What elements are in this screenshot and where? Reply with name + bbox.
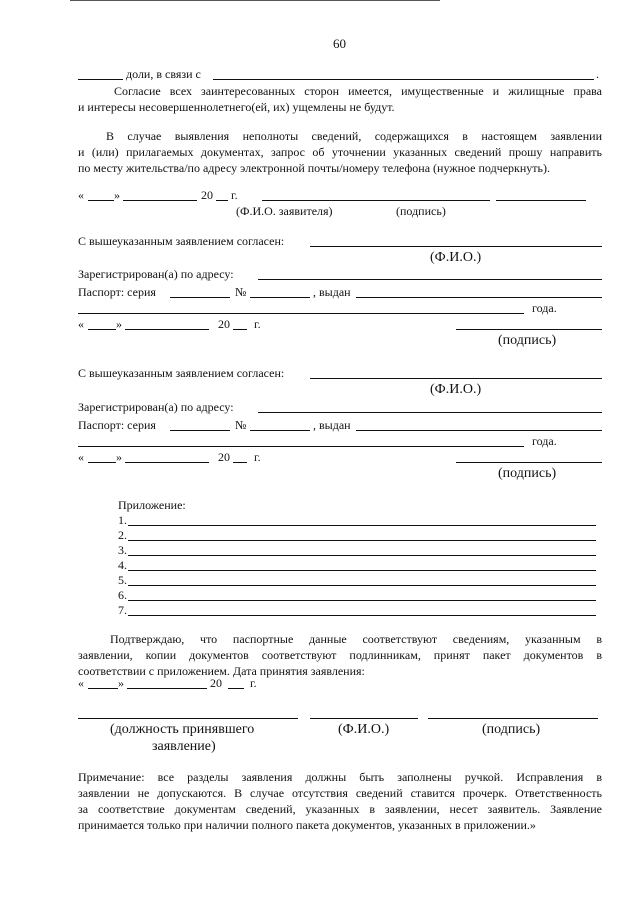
- consenter-2-date-year-blank[interactable]: [233, 462, 247, 463]
- attachment-blank-1[interactable]: [128, 525, 596, 526]
- note-line-2: заявлении не допускаются. В случае отсутствия сведений ставится прочерк. Ответственность: [78, 786, 602, 800]
- consenter-2-date-year-prefix: 20: [218, 450, 230, 464]
- consenter-1-issued-blank[interactable]: [356, 297, 602, 298]
- consenter-2-passport-label: Паспорт: серия: [78, 418, 156, 432]
- note-line-4: принимается только при наличии полного пакета документов, указанных в приложении.»: [78, 818, 536, 832]
- consenter-1-registered-label: Зарегистрирован(а) по адресу:: [78, 267, 234, 281]
- request-line-3: по месту жительства/по адресу электронной почты/номеру телефона (нужное подчеркнуть).: [78, 161, 551, 175]
- consenter-1-date-close-quote: »: [116, 317, 122, 331]
- consenter-1-series-blank[interactable]: [170, 297, 230, 298]
- share-blank[interactable]: [78, 79, 123, 80]
- applicant-signature-caption: (подпись): [396, 204, 446, 218]
- consenter-1-fio-blank[interactable]: [310, 246, 602, 247]
- consent-line-2: и интересы несовершеннолетнего(ей, их) ущемлены не будут.: [78, 100, 395, 114]
- note-line-1: Примечание: все разделы заявления должны быть заполнены ручкой. Исправления в: [78, 770, 602, 784]
- consenter-2-number-blank[interactable]: [250, 430, 310, 431]
- consenter-2-series-blank[interactable]: [170, 430, 230, 431]
- consenter-1-number-blank[interactable]: [250, 297, 310, 298]
- request-line-2: и (или) прилагаемых документах, запрос об уточнении указанных сведений прошу направить: [78, 145, 602, 159]
- consenter-1-date-open-quote: «: [78, 317, 84, 331]
- consenter-1-number-label: №: [235, 285, 247, 299]
- accept-date-open-quote: «: [78, 676, 84, 690]
- attachments-title: Приложение:: [118, 498, 186, 512]
- date-year-suffix: г.: [231, 188, 238, 202]
- consenter-1-date-month-blank[interactable]: [125, 329, 209, 330]
- attachment-number: 6.: [118, 588, 127, 602]
- acceptor-position-caption: (должность принявшего: [110, 722, 255, 737]
- applicant-fio-blank[interactable]: [262, 200, 490, 201]
- consenter-2-signature-blank[interactable]: [456, 462, 602, 463]
- consenter-1-address-blank[interactable]: [258, 279, 602, 280]
- attachment-number: 5.: [118, 573, 127, 587]
- consenter-2-date-month-blank[interactable]: [125, 462, 209, 463]
- consenter-1-signature-caption: (подпись): [498, 333, 557, 348]
- accept-date-year-suffix: г.: [250, 676, 257, 690]
- attachment-number: 7.: [118, 603, 127, 617]
- date-close-quote: »: [114, 188, 120, 202]
- accept-date-month-blank[interactable]: [127, 688, 207, 689]
- consenter-1-issued-continuation-blank[interactable]: [78, 313, 524, 314]
- consenter-1-date-year-prefix: 20: [218, 317, 230, 331]
- attachment-number: 1.: [118, 513, 127, 527]
- date-year-blank[interactable]: [216, 200, 228, 201]
- accept-date-close-quote: »: [118, 676, 124, 690]
- confirm-line-2: заявлении, копии документов соответствуют подлинникам, принят пакет документов в: [78, 648, 602, 662]
- consenter-2-date-year-suffix: г.: [254, 450, 261, 464]
- consenter-2-year-label: года.: [532, 434, 557, 448]
- attachment-number: 3.: [118, 543, 127, 557]
- date-year-prefix: 20: [201, 188, 213, 202]
- consenter-2-fio-caption: (Ф.И.О.): [430, 382, 482, 397]
- reason-blank[interactable]: [213, 79, 594, 80]
- consenter-2-date-day-blank[interactable]: [88, 462, 116, 463]
- confirm-line-3: соответствии с приложением. Дата принятия заявления:: [78, 664, 365, 678]
- acceptor-position-caption-cont: заявление): [152, 739, 216, 754]
- acceptor-fio-blank[interactable]: [310, 718, 418, 719]
- consenter-1-fio-caption: (Ф.И.О.): [430, 250, 482, 265]
- consenter-2-number-label: №: [235, 418, 247, 432]
- accept-date-day-blank[interactable]: [88, 688, 118, 689]
- acceptor-fio-caption: (Ф.И.О.): [338, 722, 390, 737]
- page-number: 60: [333, 36, 346, 51]
- attachment-blank-5[interactable]: [128, 585, 596, 586]
- attachment-blank-2[interactable]: [128, 540, 596, 541]
- consent-line-1: Согласие всех заинтересованных сторон имеется, имущественные и жилищные права: [114, 84, 602, 98]
- acceptor-signature-caption: (подпись): [482, 722, 541, 737]
- consenter-2-signature-caption: (подпись): [498, 466, 557, 481]
- date-day-blank[interactable]: [88, 200, 114, 201]
- consenter-2-issued-blank[interactable]: [356, 430, 602, 431]
- share-reason-label: доли, в связи с: [126, 67, 201, 81]
- consenter-2-agree-label: С вышеуказанным заявлением согласен:: [78, 366, 285, 380]
- consenter-2-address-blank[interactable]: [258, 412, 602, 413]
- acceptor-position-blank[interactable]: [78, 718, 298, 719]
- acceptor-signature-blank[interactable]: [428, 718, 598, 719]
- confirm-line-1: Подтверждаю, что паспортные данные соответствуют сведениям, указанным в: [110, 632, 602, 646]
- top-rule: [70, 0, 440, 1]
- consenter-1-date-year-suffix: г.: [254, 317, 261, 331]
- consenter-2-fio-blank[interactable]: [310, 378, 602, 379]
- attachment-blank-6[interactable]: [128, 600, 596, 601]
- consenter-1-year-label: года.: [532, 301, 557, 315]
- attachment-blank-7[interactable]: [128, 615, 596, 616]
- consenter-1-signature-blank[interactable]: [456, 329, 602, 330]
- consenter-1-date-year-blank[interactable]: [233, 329, 247, 330]
- consenter-1-date-day-blank[interactable]: [88, 329, 116, 330]
- consenter-2-date-close-quote: »: [116, 450, 122, 464]
- accept-date-year-prefix: 20: [210, 676, 222, 690]
- attachment-number: 2.: [118, 528, 127, 542]
- accept-date-year-blank[interactable]: [228, 688, 244, 689]
- consenter-1-agree-label: С вышеуказанным заявлением согласен:: [78, 234, 285, 248]
- date-open-quote: «: [78, 188, 84, 202]
- attachment-number: 4.: [118, 558, 127, 572]
- date-month-blank[interactable]: [123, 200, 197, 201]
- attachment-blank-4[interactable]: [128, 570, 596, 571]
- attachment-blank-3[interactable]: [128, 555, 596, 556]
- intro-end-dot: .: [596, 67, 599, 81]
- consenter-2-registered-label: Зарегистрирован(а) по адресу:: [78, 400, 234, 414]
- consenter-2-date-open-quote: «: [78, 450, 84, 464]
- consenter-1-issued-label: , выдан: [313, 285, 351, 299]
- consenter-2-issued-label: , выдан: [313, 418, 351, 432]
- consenter-2-issued-continuation-blank[interactable]: [78, 446, 524, 447]
- request-line-1: В случае выявления неполноты сведений, содержащихся в настоящем заявлении: [106, 129, 602, 143]
- consenter-1-passport-label: Паспорт: серия: [78, 285, 156, 299]
- applicant-signature-blank[interactable]: [496, 200, 586, 201]
- applicant-fio-caption: (Ф.И.О. заявителя): [236, 204, 333, 218]
- note-line-3: за соответствие документам сведений, указанных в заявлении, несет заявитель. Заявление: [78, 802, 602, 816]
